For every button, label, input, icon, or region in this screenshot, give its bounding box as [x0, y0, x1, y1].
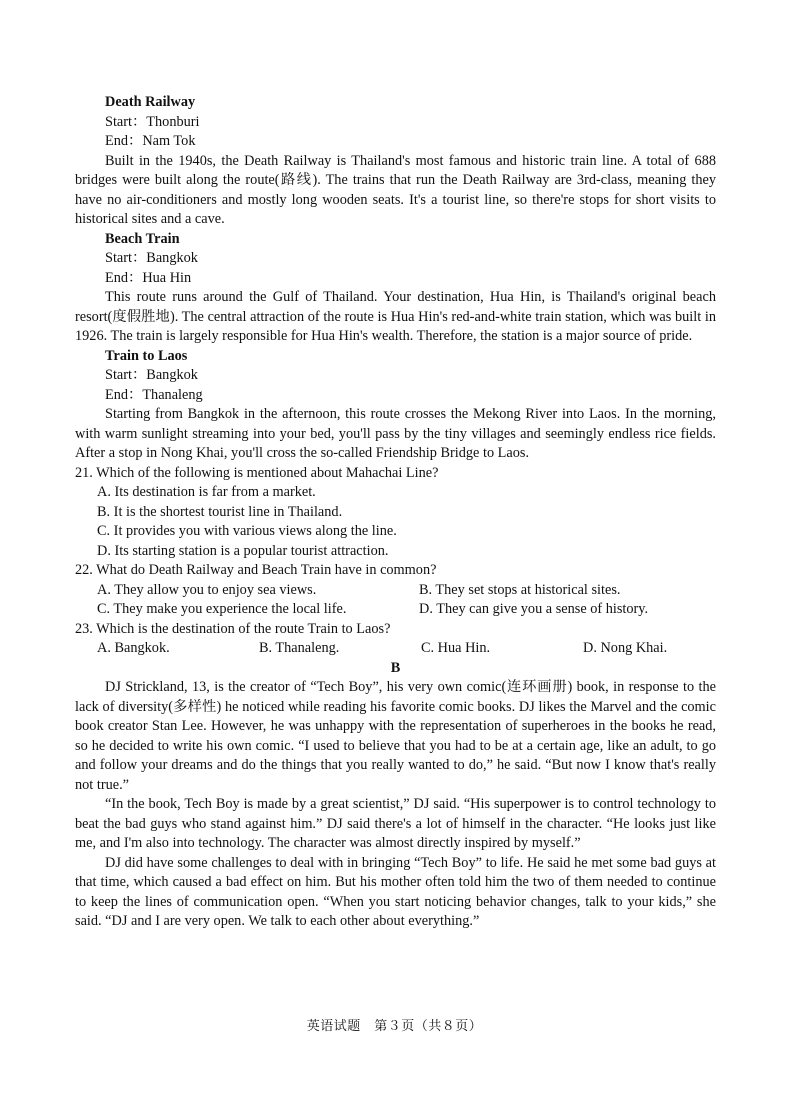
- option-a: A. Bangkok.: [97, 640, 170, 656]
- section-label: B: [390, 659, 401, 676]
- route-description: This route runs around the Gulf of Thailand. Your destination, Hua Hin, is Thailand's original beach resort(度假胜地). The central attraction of the route is Hua Hin's red-and-white train station, which was built in 1926. The train is largely responsible for Hua Hin's wealth. Therefore, the station is a major source of pride.: [75, 289, 716, 344]
- option-row: [75, 639, 716, 659]
- question-stem: 21. Which of the following is mentioned about Mahachai Line?: [75, 464, 439, 481]
- option-d: D. They can give you a sense of history.: [419, 601, 649, 617]
- option-row: [75, 600, 716, 620]
- route-start: Start：Bangkok: [105, 250, 198, 266]
- option-a: A. They allow you to enjoy sea views.: [97, 581, 317, 598]
- option-b: B. Thanaleng.: [259, 640, 340, 656]
- route-beach-train: [75, 230, 716, 347]
- option-b: B. They set stops at historical sites.: [419, 581, 621, 598]
- route-death-railway: [75, 93, 716, 230]
- route-description: Built in the 1940s, the Death Railway is Thailand's most famous and historic train line. A total of 688 bridges were built along the route(路线). The trains that run the Death Railway are 3rd-class, meaning they have no air-conditioners and mostly long wooden seats. It's a tourist line, so there're stops for short visits to historical sites and a cave.: [75, 152, 716, 227]
- passage-paragraph: DJ did have some challenges to deal with in bringing “Tech Boy” to life. He said he met some bad guys at that time, which caused a bad effect on him. But his mother often told him the two of them needed to continue to keep the lines of communication open. “When you start noticing behavior changes, talk to your kids,” she said. “DJ and I are very open. We talk to each other about everything.”: [75, 854, 716, 929]
- passage-paragraph: “In the book, Tech Boy is made by a great scientist,” DJ said. “His superpower is to control technology to beat the bad guys who stand against him.” DJ said there's a lot of himself in the character. “He looks just like me, and I'm also into technology. The character was almost directly inspired by myself.”: [75, 796, 716, 851]
- passage-paragraph: DJ Strickland, 13, is the creator of “Tech Boy”, his very own comic(连环画册) book, in response to the lack of diversity(多样性) he noticed while reading his favorite comic books. DJ likes the Marvel and the comic book creator Stan Lee. However, he was unhappy with the representation of superheroes in the books he read, so he decided to write his own comic. “I used to believe that you had to be at a certain age, like an adult, to go and follow your dreams and do the things that you really wanted to do,” he said. “But now I know that's really not true.”: [75, 679, 716, 793]
- question-21: [75, 464, 716, 562]
- route-start: Start：Thonburi: [105, 113, 200, 130]
- route-end: End：Hua Hin: [105, 269, 192, 286]
- question-stem: 22. What do Death Railway and Beach Train have in common?: [75, 562, 437, 578]
- option-c: C. It provides you with various views along the line.: [97, 523, 397, 539]
- route-end: End：Thanaleng: [105, 386, 203, 403]
- route-title: Death Railway: [105, 94, 196, 110]
- route-title: Beach Train: [105, 230, 180, 247]
- option-c: C. Hua Hin.: [421, 640, 491, 656]
- route-description: Starting from Bangkok in the afternoon, this route crosses the Mekong River into Laos. In the morning, with warm sunlight streaming into your bed, you'll pass by the tiny villages and seemingly endless rice fields. After a stop in Nong Khai, you'll cross the so-called Friendship Bridge to Laos.: [75, 406, 716, 461]
- option-d: D. Nong Khai.: [583, 640, 668, 656]
- question-stem: 23. Which is the destination of the route Train to Laos?: [75, 620, 391, 637]
- route-start: Start：Bangkok: [105, 367, 198, 383]
- page-content: [75, 93, 716, 932]
- question-22: [75, 561, 716, 620]
- question-23: [75, 620, 716, 659]
- route-title: Train to Laos: [105, 347, 188, 364]
- option-row: [75, 581, 716, 601]
- option-c: C. They make you experience the local life.: [97, 601, 347, 617]
- route-train-to-laos: [75, 347, 716, 464]
- page-footer: 英语试题 第３页（共８页）: [306, 1019, 483, 1034]
- option-b: B. It is the shortest tourist line in Thailand.: [97, 503, 343, 520]
- option-a: A. Its destination is far from a market.: [97, 484, 316, 500]
- option-d: D. Its starting station is a popular tourist attraction.: [97, 542, 389, 559]
- route-end: End：Nam Tok: [105, 133, 196, 149]
